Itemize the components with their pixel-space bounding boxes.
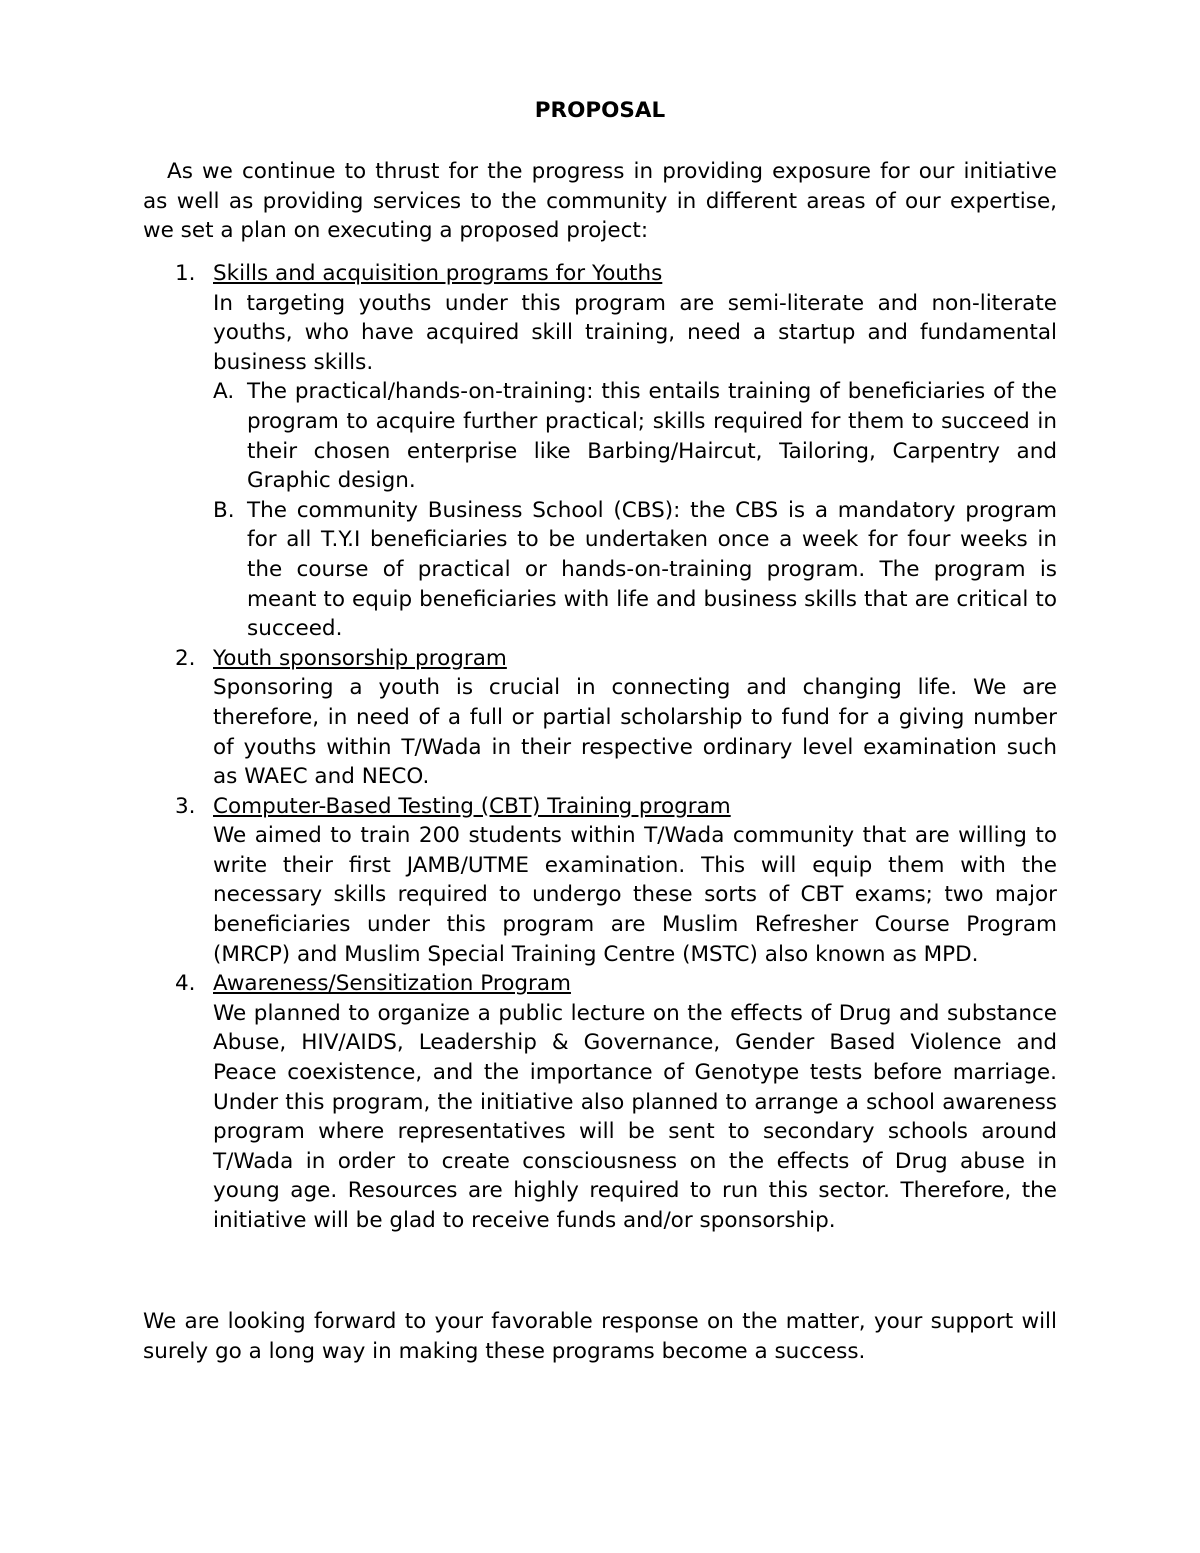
list-item-number: 4. (175, 971, 196, 997)
list-item-heading: Computer-Based Testing (CBT) Training program (213, 793, 731, 819)
list-item-heading: Youth sponsorship program (213, 645, 507, 671)
sub-list-item-letter: A. (213, 379, 235, 405)
project-list (143, 259, 1057, 1236)
list-item-heading: Skills and acquisition programs for Youths (213, 261, 663, 286)
list-item-text: We planned to organize a public lecture on the effects of Drug and substance Abuse, HIV/AIDS, Leadership & Governance, Gender Based Violence and Peace coexistence, and the importance of Genotype tests before marriage. Under this program, the initiative also planned to arrange a school awareness program where representatives will be sent to secondary schools around T/Wada in order to create consciousness on the effects of Drug abuse in young age. Resources are highly required to run this sector. Therefore, the initiative will be glad to receive funds and/or sponsorship. (213, 1000, 1057, 1233)
list-item-heading: Awareness/Sensitization Program (213, 971, 571, 997)
sub-list-item (213, 496, 1057, 644)
page-title: PROPOSAL (534, 98, 666, 123)
list-item-number: 1. (175, 261, 196, 286)
list-item-number: 2. (175, 645, 196, 671)
sub-list-item-letter: B. (213, 497, 235, 523)
list-item-text: In targeting youths under this program are semi-literate and non-literate youths, who have acquired skill training, need a startup and fundamental business skills. (213, 290, 1057, 375)
list-item-text: Sponsoring a youth is crucial in connecting and changing life. We are therefore, in need of a full or partial scholarship to fund for a giving number of youths within T/Wada in their respective ordinary level examination such as WAEC and NECO. (213, 675, 1057, 790)
sub-list-item (213, 377, 1057, 495)
list-item (143, 969, 1057, 1235)
list-item (143, 259, 1057, 644)
list-item (143, 644, 1057, 792)
list-item (143, 792, 1057, 970)
intro-paragraph: As we continue to thrust for the progress in providing exposure for our initiative as well as providing services to the community in different areas of our expertise, we set a plan on executing a proposed project: (143, 159, 1057, 244)
sub-list-item-text: The practical/hands-on-training: this entails training of beneficiaries of the program to acquire further practical; skills required for them to succeed in their chosen enterprise like Barbing/Haircut, Tailoring, Carpentry and Graphic design. (247, 379, 1057, 494)
sub-list (213, 377, 1057, 643)
sub-list-item-text: The community Business School (CBS): the CBS is a mandatory program for all T.Y.I beneficiaries to be undertaken once a week for four weeks in the course of practical or hands-on-training program. The program is meant to equip beneficiaries with life and business skills that are critical to succeed. (247, 497, 1057, 642)
closing-paragraph: We are looking forward to your favorable response on the matter, your support will surely go a long way in making these programs become a success. (143, 1309, 1057, 1364)
list-item-number: 3. (175, 793, 196, 819)
list-item-text: We aimed to train 200 students within T/Wada community that are willing to write their first JAMB/UTME examination. This will equip them with the necessary skills required to undergo these sorts of CBT exams; two major beneficiaries under this program are Muslim Refresher Course Program (MRCP) and Muslim Special Training Centre (MSTC) also known as MPD. (213, 823, 1057, 967)
